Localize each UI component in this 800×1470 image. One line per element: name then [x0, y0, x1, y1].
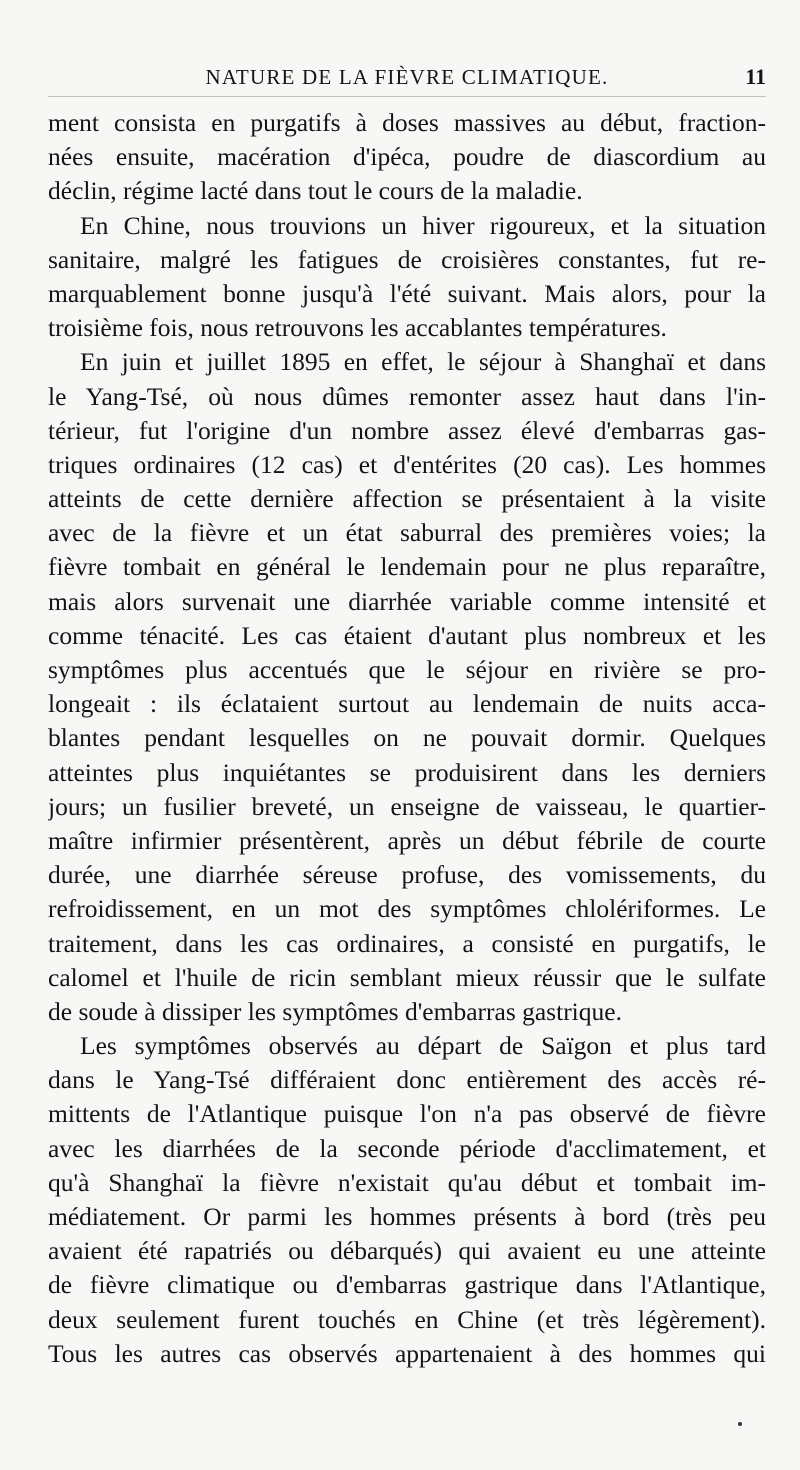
text-line: longeait : ils éclataient surtout au lendemain de nuits acca- — [48, 689, 766, 719]
text-line: sanitaire, malgré les fatigues de croisières constantes, fut re- — [48, 244, 766, 274]
text-line: déclin, régime lacté dans tout le cours de la maladie. — [48, 176, 583, 206]
text-line: le Yang-Tsé, où nous dûmes remonter assez haut dans l'in- — [48, 381, 766, 411]
body-text — [48, 106, 766, 1371]
text-line: refroidissement, en un mot des symptômes chlolériformes. Le — [48, 894, 766, 924]
paragraph-start-line: En Chine, nous trouvions un hiver rigoureux, et la situation — [80, 210, 766, 240]
page-number: 11 — [745, 64, 766, 89]
text-line: comme ténacité. Les cas étaient d'autant plus nombreux et les — [48, 620, 766, 650]
text-line: blantes pendant lesquelles on ne pouvait dormir. Quelques — [48, 723, 766, 753]
text-line: nées ensuite, macération d'ipéca, poudre de diascordium au — [48, 142, 766, 172]
text-line: atteints de cette dernière affection se présentaient à la visite — [48, 484, 766, 514]
text-line: de fièvre climatique ou d'embarras gastrique dans l'Atlantique, — [48, 1270, 766, 1300]
text-line: maître infirmier présentèrent, après un début fébrile de courte — [48, 825, 766, 855]
text-line: calomel et l'huile de ricin semblant mieux réussir que le sulfate — [48, 962, 766, 992]
text-line: qu'à Shanghaï la fièvre n'existait qu'au début et tombait im- — [48, 1167, 766, 1197]
text-line: marquablement bonne jusqu'à l'été suivant. Mais alors, pour la — [48, 278, 766, 308]
text-line: avec de la fièvre et un état saburral des premières voies; la — [48, 518, 766, 548]
text-line: deux seulement furent touchés en Chine (et très légèrement). — [48, 1304, 766, 1334]
text-line: jours; un fusilier breveté, un enseigne de vaisseau, le quartier- — [48, 791, 766, 821]
paragraph-start-line: Les symptômes observés au départ de Saïgon et plus tard — [80, 1031, 766, 1061]
text-line: durée, une diarrhée séreuse profuse, des vomissements, du — [48, 860, 766, 890]
header-rule — [48, 96, 766, 97]
text-line: dans le Yang-Tsé différaient donc entièrement des accès ré- — [48, 1065, 766, 1095]
text-line: traitement, dans les cas ordinaires, a consisté en purgatifs, le — [48, 928, 766, 958]
page-header — [48, 62, 766, 92]
text-line: fièvre tombait en général le lendemain pour ne plus reparaître, — [48, 552, 766, 582]
paragraph-start-line: En juin et juillet 1895 en effet, le séjour à Shanghaï et dans — [80, 347, 766, 377]
print-speck — [738, 1422, 742, 1426]
text-line: médiatement. Or parmi les hommes présents à bord (très peu — [48, 1202, 766, 1231]
text-line: atteintes plus inquiétantes se produisirent dans les derniers — [48, 757, 766, 787]
text-line: mittents de l'Atlantique puisque l'on n'a pas observé de fièvre — [48, 1099, 766, 1129]
text-line: avec les diarrhées de la seconde période d'acclimatement, et — [48, 1133, 766, 1163]
text-line: symptômes plus accentués que le séjour en rivière se pro- — [48, 655, 766, 684]
text-line: térieur, fut l'origine d'un nombre assez élevé d'embarras gas- — [48, 415, 766, 445]
running-head: NATURE DE LA FIÈVRE CLIMATIQUE. — [205, 65, 609, 89]
text-line: de soude à dissiper les symptômes d'embarras gastrique. — [48, 996, 622, 1026]
text-line: mais alors survenait une diarrhée variable comme intensité et — [48, 586, 766, 616]
text-line: avaient été rapatriés ou débarqués) qui avaient eu une atteinte — [48, 1236, 766, 1266]
text-line: Tous les autres cas observés appartenaient à des hommes qui — [48, 1338, 766, 1368]
text-line: troisième fois, nous retrouvons les accablantes températures. — [48, 313, 667, 343]
text-line: triques ordinaires (12 cas) et d'entérites (20 cas). Les hommes — [48, 449, 766, 479]
text-line: ment consista en purgatifs à doses massives au début, fraction- — [48, 108, 766, 137]
